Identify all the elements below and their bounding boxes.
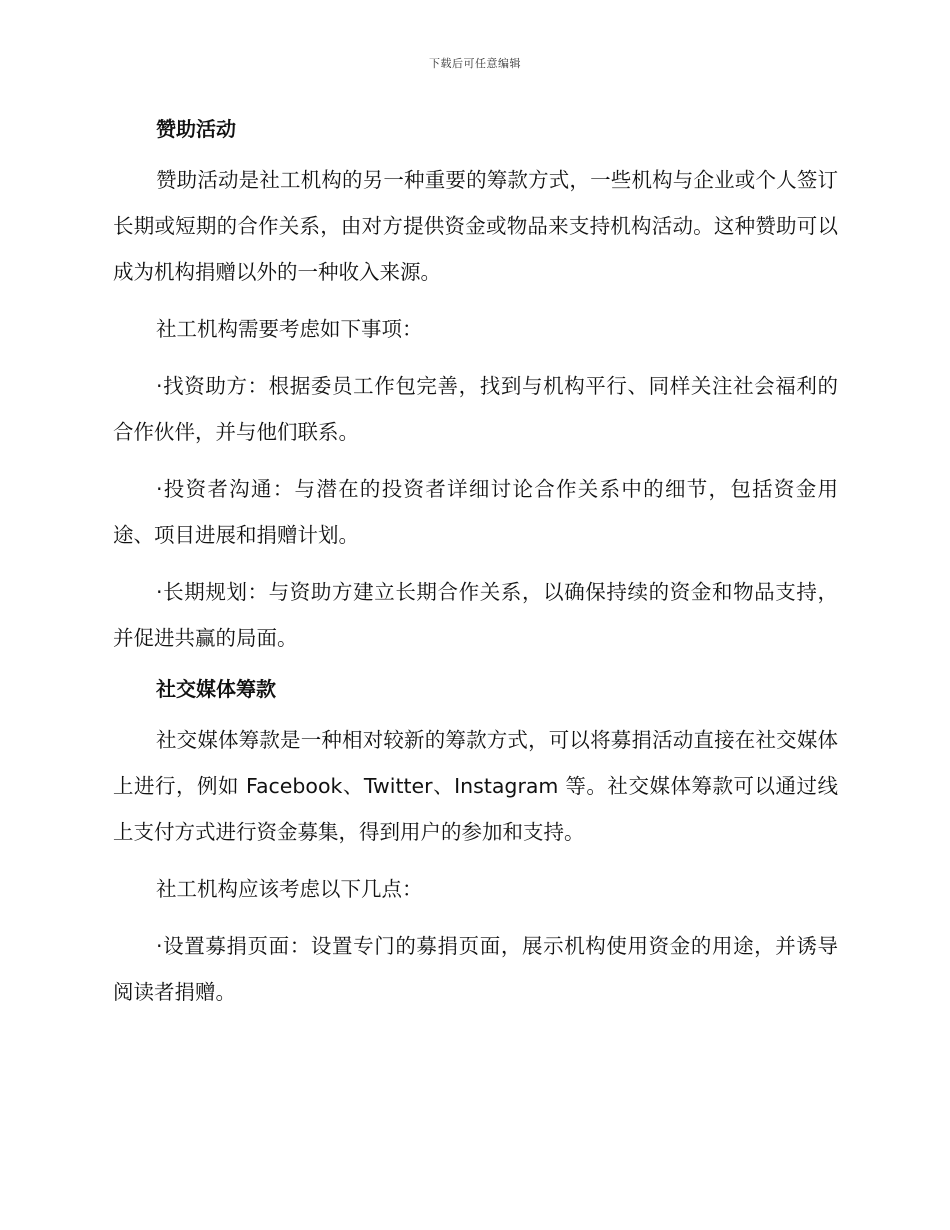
paragraph: 社工机构应该考虑以下几点： <box>156 877 423 901</box>
bullet-paragraph: ·找资助方：根据委员工作包完善，找到与机构平行、同样关注社会福利的合作伙伴，并与他们联系。 <box>113 374 838 444</box>
bullet-paragraph: ·投资者沟通：与潜在的投资者详细讨论合作关系中的细节，包括资金用途、项目进展和捐赠计划。 <box>113 477 838 547</box>
section-heading: 赞助活动 <box>156 117 236 141</box>
bullet-paragraph: ·设置募捐页面：设置专门的募捐页面，展示机构使用资金的用途，并诱导阅读者捐赠。 <box>113 934 838 1004</box>
page-header: 下载后可任意编辑 <box>429 57 521 70</box>
section-heading: 社交媒体筹款 <box>156 677 276 701</box>
document-body <box>113 112 838 1026</box>
paragraph: 社工机构需要考虑如下事项： <box>156 317 423 341</box>
paragraph: 赞助活动是社工机构的另一种重要的筹款方式，一些机构与企业或个人签订长期或短期的合作关系，由对方提供资金或物品来支持机构活动。这种赞助可以成为机构捐赠以外的一种收入来源。 <box>113 168 838 284</box>
section-sponsorship <box>113 112 838 661</box>
paragraph: 社交媒体筹款是一种相对较新的筹款方式，可以将募捐活动直接在社交媒体上进行，例如 Facebook、Twitter、Instagram 等。社交媒体筹款可以通过线上支付方式进行资金募集，得到用户的参加和支持。 <box>113 728 838 844</box>
section-social-media-fundraising <box>113 672 838 1015</box>
bullet-paragraph: ·长期规划：与资助方建立长期合作关系，以确保持续的资金和物品支持，并促进共赢的局面。 <box>113 580 838 650</box>
